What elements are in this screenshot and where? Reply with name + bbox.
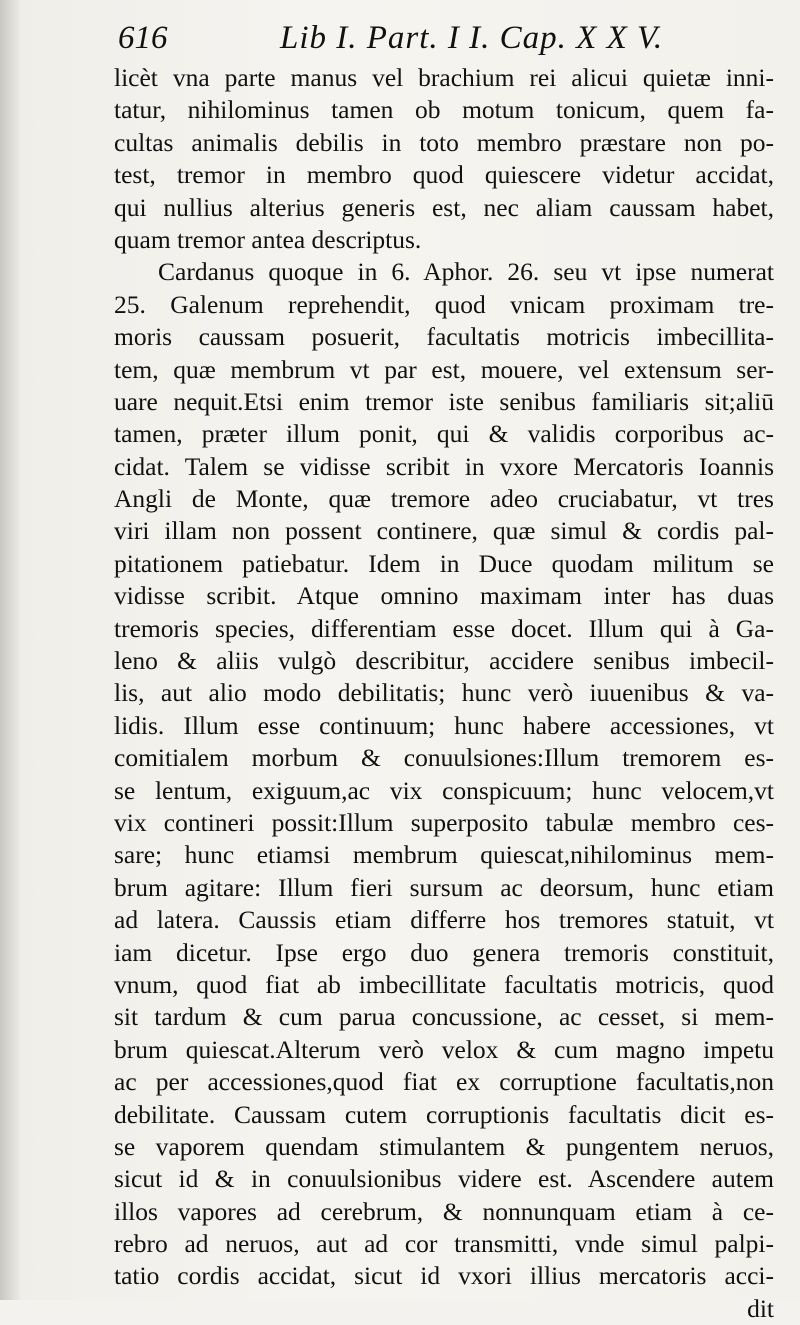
- text-line: lidis. Illum esse continuum; hunc habere accessiones, vt: [114, 710, 774, 740]
- text-line: viri illam non possent continere, quæ simul & cordis pal-: [114, 516, 774, 546]
- text-line: tremoris species, differentiam esse docet. Illum qui à Ga-: [114, 613, 774, 643]
- text-line: tem, quæ membrum vt par est, mouere, vel extensum ser-: [114, 354, 774, 384]
- text-line: licèt vna parte manus vel brachium rei alicui quietæ inni-: [114, 63, 774, 92]
- text-line: debilitate. Caussam cutem corruptionis facultatis dicit es-: [114, 1099, 774, 1129]
- text-line: se lentum, exiguum,ac vix conspicuum; hunc velocem,vt: [114, 775, 774, 805]
- text-line: cidat. Talem se vidisse scribit in vxore Mercatoris Ioannis: [114, 451, 774, 481]
- text-line: quam tremor antea descriptus.: [114, 224, 422, 254]
- text-line: pitationem patiebatur. Idem in Duce quodam militum se: [114, 548, 774, 578]
- text-line: lis, aut alio modo debilitatis; hunc verò iuuenibus & va-: [114, 678, 774, 708]
- text-line: brum agitare: Illum fieri sursum ac deorsum, hunc etiam: [114, 872, 774, 902]
- text-line: cultas animalis debilis in toto membro præstare non po-: [114, 127, 774, 157]
- text-line: vnum, quod fiat ab imbecillitate facultatis motricis, quod: [114, 969, 774, 999]
- text-line: 25. Galenum reprehendit, quod vnicam proximam tre-: [114, 289, 774, 319]
- text-line: vix contineri possit:Illum superposito tabulæ membro ces-: [114, 807, 774, 837]
- text-line: ad latera. Caussis etiam differre hos tremores statuit, vt: [114, 905, 774, 935]
- text-line: sare; hunc etiamsi membrum quiescat,nihilominus mem-: [114, 840, 774, 870]
- text-line: rebro ad neruos, aut ad cor transmitti, vnde simul palpi-: [114, 1229, 774, 1259]
- text-line: sit tardum & cum parua concussione, ac cesset, si mem-: [114, 1002, 774, 1032]
- text-line: sicut id & in conuulsionibus videre est. Ascendere autem: [114, 1164, 774, 1194]
- running-head: [118, 16, 664, 60]
- binding-shadow: [0, 0, 22, 1300]
- text-line: iam dicetur. Ipse ergo duo genera tremoris constituit,: [114, 937, 774, 967]
- text-line: se vaporem quendam stimulantem & pungentem neruos,: [114, 1131, 774, 1161]
- text-line: vidisse scribit. Atque omnino maximam inter has duas: [114, 581, 774, 611]
- text-line: tatur, nihilominus tamen ob motum tonicum, quem fa-: [114, 95, 774, 125]
- text-line: leno & aliis vulgò describitur, accidere senibus imbecil-: [114, 646, 774, 676]
- page-number: 616: [118, 20, 168, 56]
- text-line: test, tremor in membro quod quiescere videtur accidat,: [114, 160, 774, 190]
- text-line: qui nullius alterius generis est, nec aliam caussam habet,: [114, 192, 774, 222]
- text-line: illos vapores ad cerebrum, & nonnunquam etiam à ce-: [114, 1196, 774, 1226]
- text-line: brum quiescat.Alterum verò velox & cum magno impetu: [114, 1034, 774, 1064]
- body-text: [114, 62, 774, 1325]
- running-title: Lib I. Part. I I. Cap. X X V.: [280, 20, 664, 56]
- text-line: tamen, præter illum ponit, qui & validis corporibus ac-: [114, 419, 774, 449]
- text-line: tatio cordis accidat, sicut id vxori illius mercatoris acci-: [114, 1261, 774, 1291]
- text-line: comitialem morbum & conuulsiones:Illum tremorem es-: [114, 743, 774, 773]
- paragraph-start-line: Cardanus quoque in 6. Aphor. 26. seu vt ipse numerat: [158, 257, 774, 287]
- text-line: Angli de Monte, quæ tremore adeo cruciabatur, vt tres: [114, 484, 774, 514]
- text-line: ac per accessiones,quod fiat ex corruptione facultatis,non: [114, 1067, 774, 1097]
- catchword: dit: [747, 1293, 774, 1323]
- text-line: moris caussam posuerit, facultatis motricis imbecillita-: [114, 322, 774, 352]
- text-line: uare nequit.Etsi enim tremor iste senibus familiaris sit;aliū: [114, 386, 774, 416]
